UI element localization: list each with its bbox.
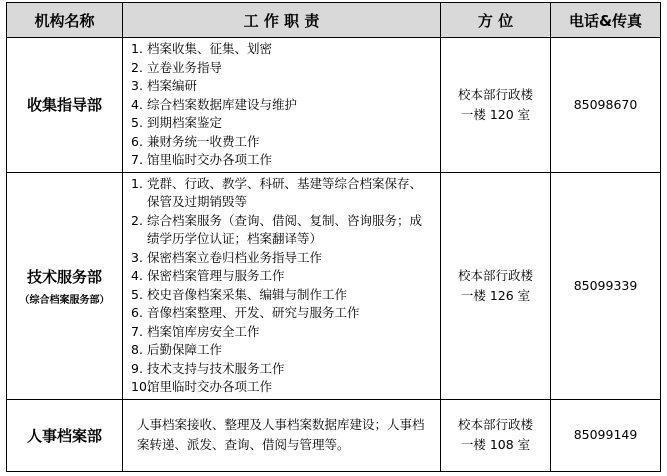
duty-item: 4. 综合档案数据库建设与维护	[131, 96, 298, 112]
dept-name: 人事档案部	[26, 426, 102, 445]
dept-name-cell	[7, 38, 123, 173]
dept-name-cell	[7, 399, 123, 471]
duty-item: 5. 校史音像档案采集、编辑与制作工作	[131, 286, 348, 302]
duty-item: 6. 兼财务统一收费工作	[131, 133, 260, 149]
duty-item: 2. 综合档案服务（查询、借阅、复制、咨询服务；成绩学历学位认证；档案翻译等）	[131, 212, 423, 246]
duty-item: 5. 到期档案鉴定	[131, 115, 223, 130]
header-location: 方 位	[441, 3, 551, 38]
duty-item: 6. 音像档案整理、开发、研究与服务工作	[131, 305, 360, 320]
header-duties: 工 作 职 责	[123, 3, 441, 38]
location-line: 一楼 126 室	[460, 287, 531, 303]
phone-cell	[551, 38, 661, 173]
duty-item: 3. 保密档案立卷归档业务指导工作	[131, 249, 323, 265]
duties-text: 人事档案接收、整理及人事档案数据库建设；人事档案转递、派发、查询、借阅与管理等。	[137, 417, 425, 452]
location-line: 校本部行政楼	[457, 267, 533, 283]
location-cell	[441, 172, 551, 399]
phone-number: 85099339	[573, 277, 638, 293]
duties-list	[131, 175, 432, 397]
duty-item: 4. 保密档案管理与服务工作	[131, 268, 285, 283]
table-row	[7, 399, 661, 471]
header-phone: 电话&传真	[551, 3, 661, 38]
duties-cell	[123, 399, 441, 471]
duty-item: 9. 技术支持与技术服务工作	[131, 360, 285, 376]
duties-cell	[123, 172, 441, 399]
location-line: 校本部行政楼	[457, 417, 533, 432]
location-cell	[441, 38, 551, 173]
table-row	[7, 38, 661, 173]
departments-table	[6, 2, 661, 472]
duty-item: 1. 党群、行政、教学、科研、基建等综合档案保存、保管及过期销毁等	[131, 175, 423, 209]
dept-name: 收集指导部	[26, 96, 102, 115]
duty-item: 2. 立卷业务指导	[131, 59, 223, 75]
table-row	[7, 172, 661, 399]
duty-item: 1. 档案收集、征集、划密	[131, 41, 273, 56]
duty-item: 3. 档案编研	[131, 78, 198, 93]
dept-subname: （综合档案服务部）	[19, 294, 110, 306]
phone-number: 85099149	[573, 427, 638, 442]
duty-item: 10. 馆里临时交办各项工作	[131, 379, 273, 394]
header-row	[7, 3, 661, 38]
dept-name-cell	[7, 172, 123, 399]
location-line: 校本部行政楼	[457, 86, 533, 102]
phone-number: 85098670	[573, 96, 638, 112]
duty-item: 7. 档案馆库房安全工作	[131, 323, 260, 339]
header-dept: 机构名称	[7, 3, 123, 38]
location-line: 一楼 120 室	[460, 106, 531, 122]
location-line: 一楼 108 室	[460, 437, 531, 452]
dept-name: 技术服务部	[26, 267, 102, 286]
phone-cell	[551, 399, 661, 471]
location-cell	[441, 399, 551, 471]
phone-cell	[551, 172, 661, 399]
duties-cell	[123, 38, 441, 173]
duty-item: 8. 后勤保障工作	[131, 342, 223, 357]
duties-list	[131, 40, 432, 170]
duty-item: 7. 馆里临时交办各项工作	[131, 152, 273, 167]
